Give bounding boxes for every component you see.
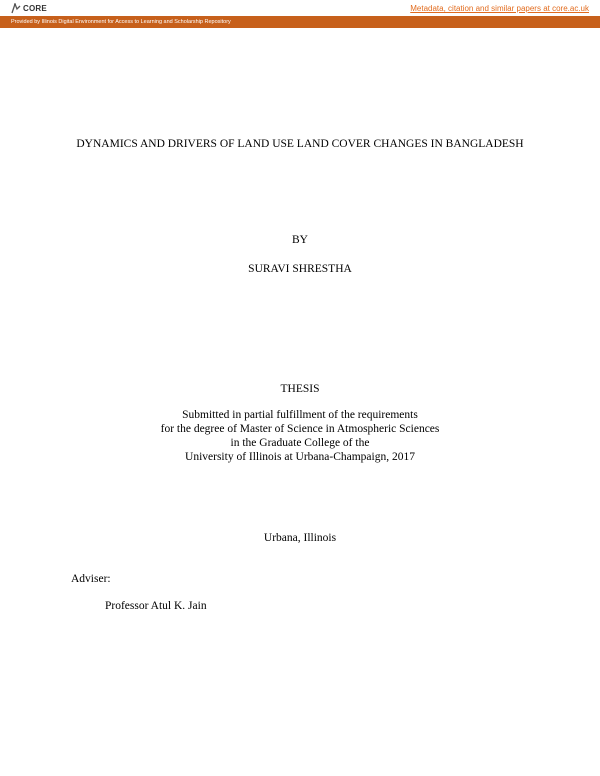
- adviser-label: Adviser:: [71, 573, 111, 585]
- adviser-name: Professor Atul K. Jain: [105, 600, 207, 612]
- thesis-title: DYNAMICS AND DRIVERS OF LAND USE LAND COVER CHANGES IN BANGLADESH: [76, 138, 524, 150]
- submission-line: in the Graduate College of the: [230, 437, 370, 449]
- location: Urbana, Illinois: [263, 532, 337, 544]
- submission-line: University of Illinois at Urbana-Champaign, 2017: [185, 451, 415, 463]
- core-logo[interactable]: [11, 2, 47, 15]
- provider-banner: [0, 16, 600, 28]
- submission-line: for the degree of Master of Science in Atmospheric Sciences: [160, 423, 440, 435]
- metadata-link[interactable]: Metadata, citation and similar papers at core.ac.uk: [410, 4, 589, 13]
- core-logo-text: CORE: [23, 4, 47, 13]
- document-type: THESIS: [280, 383, 320, 395]
- core-header: [0, 0, 600, 16]
- author-name: SURAVI SHRESTHA: [248, 263, 352, 275]
- submission-line: Submitted in partial fulfillment of the requirements: [182, 409, 418, 421]
- provider-text: Provided by Illinois Digital Environment for Access to Learning and Scholarship Repository: [11, 19, 231, 25]
- by-label: BY: [292, 234, 308, 246]
- core-logo-icon: [11, 3, 21, 14]
